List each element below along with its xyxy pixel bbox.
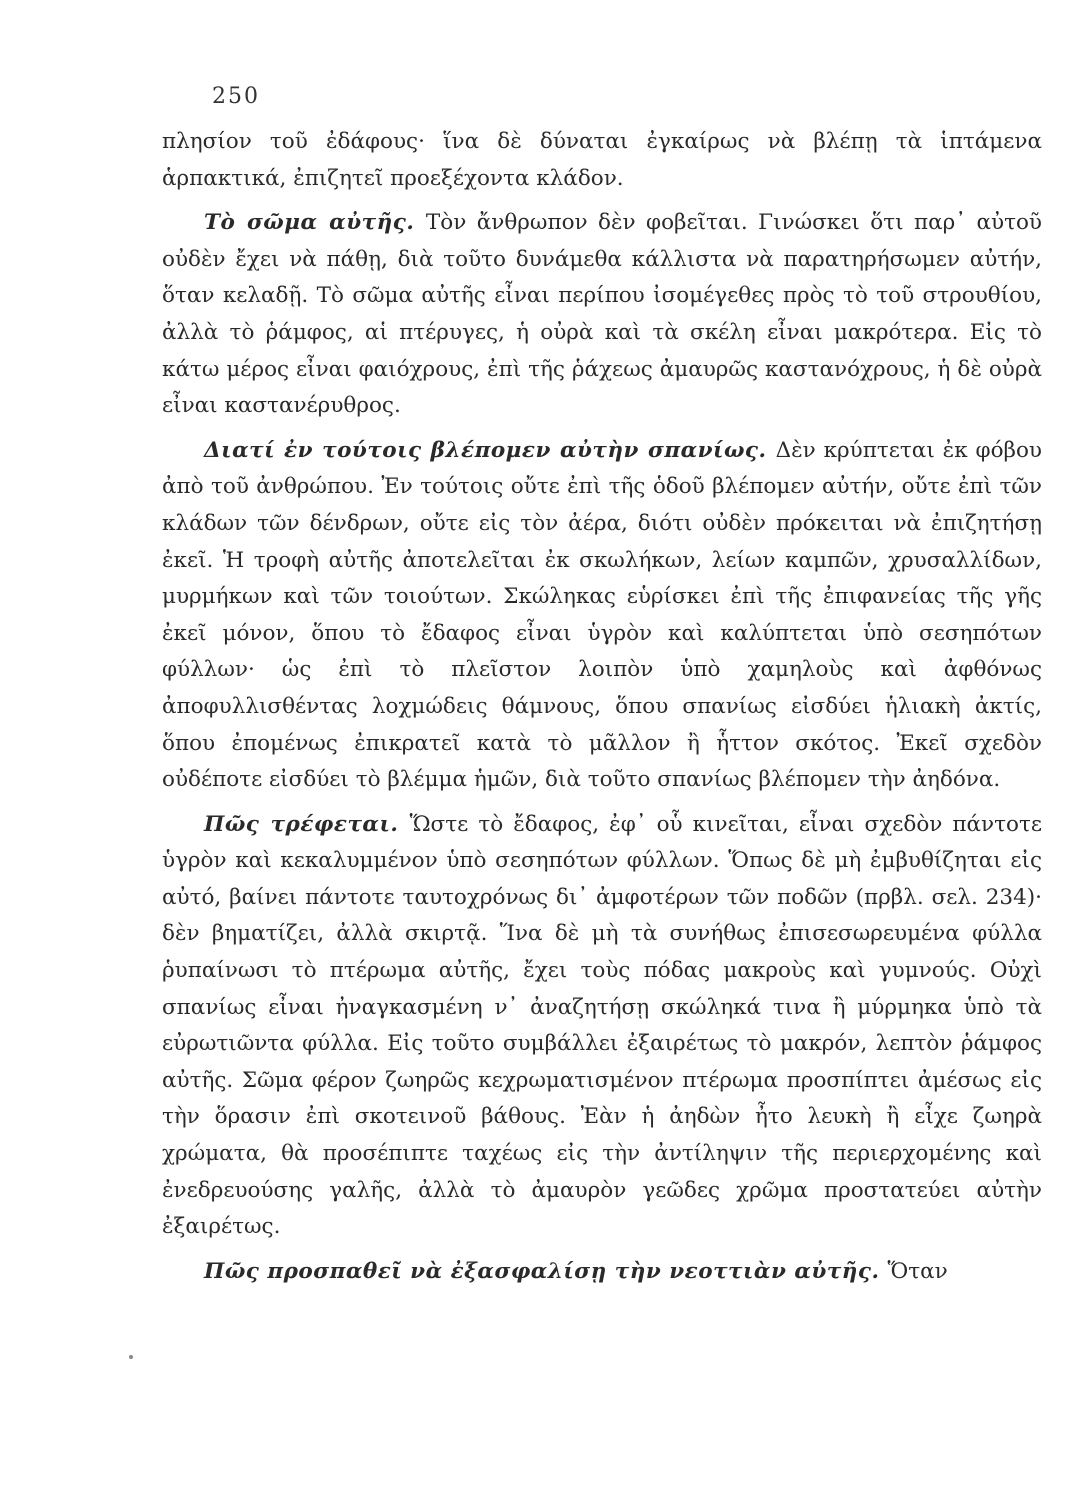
section-heading: Πῶς προσπαθεῖ νὰ ἐξασφαλίσῃ τὴν νεοττιὰν αὐτῆς. bbox=[204, 1258, 888, 1284]
paragraph-body bbox=[162, 205, 1042, 425]
body-text bbox=[162, 124, 1042, 1290]
paragraph-continuation bbox=[162, 124, 1042, 197]
paragraph-text: πλησίον τοῦ ἐδάφους· ἵνα δὲ δύναται ἐγκαίρως νὰ βλέπῃ τὰ ἱπτάμενα ἁρπακτικά, ἐπιζητεῖ προεξέχοντα κλάδον. bbox=[162, 129, 1042, 191]
margin-dot bbox=[129, 1355, 133, 1359]
section-heading: Πῶς τρέφεται. bbox=[204, 811, 410, 837]
paragraph-feeding bbox=[162, 807, 1042, 1246]
page-number: 250 bbox=[212, 84, 260, 109]
paragraph-text: Τὸν ἄνθρωπον δὲν φοβεῖται. Γινώσκει ὅτι παρ᾽ αὐτοῦ οὐδὲν ἔχει νὰ πάθῃ, διὰ τοῦτο δυνάμεθα κάλλιστα νὰ παρατηρήσωμεν αὐτήν, ὅταν κελαδῇ. Τὸ σῶμα αὐτῆς εἶναι περίπου ἰσομέγεθες πρὸς τὸ τοῦ στρουθίου, ἀλλὰ τὸ ῥάμφος, αἱ πτέρυγες, ἡ οὐρὰ καὶ τὰ σκέλη εἶναι μακρότερα. Εἰς τὸ κάτω μέρος εἶναι φαιόχρους, ἐπὶ τῆς ῥάχεως ἀμαυρῶς καστανόχρους, ἡ δὲ οὐρὰ εἶναι καστανέρυθρος. bbox=[162, 210, 1042, 419]
paragraph-text: Δὲν κρύπτεται ἐκ φόβου ἀπὸ τοῦ ἀνθρώπου. Ἐν τούτοις οὔτε ἐπὶ τῆς ὁδοῦ βλέπομεν αὐτήν, οὔτε ἐπὶ τῶν κλάδων τῶν δένδρων, οὔτε εἰς τὸν ἀέρα, διότι οὐδὲν πρόκειται νὰ ἐπιζητήσῃ ἐκεῖ. Ἡ τροφὴ αὐτῆς ἀποτελεῖται ἐκ σκωλήκων, λείων καμπῶν, χρυσαλλίδων, μυρμήκων καὶ τῶν τοιούτων. Σκώληκας εὑρίσκει ἐπὶ τῆς ἐπιφανείας τῆς γῆς ἐκεῖ μόνον, ὅπου τὸ ἔδαφος εἶναι ὑγρὸν καὶ καλύπτεται ὑπὸ σεσηπότων φύλλων· ὡς ἐπὶ τὸ πλεῖστον λοιπὸν ὑπὸ χαμηλοὺς καὶ ἀφθόνως ἀποφυλλισθέντας λοχμώδεις θάμνους, ὅπου σπανίως εἰσδύει ἡλιακὴ ἀκτίς, ὅπου ἐπομένως ἐπικρατεῖ κατὰ τὸ μᾶλλον ἢ ἧττον σκότος. Ἐκεῖ σχεδὸν οὐδέποτε εἰσδύει τὸ βλέμμα ἡμῶν, διὰ τοῦτο σπανίως βλέπομεν τὴν ἀηδόνα. bbox=[162, 437, 1042, 793]
section-heading: Διατί ἐν τούτοις βλέπομεν αὐτὴν σπανίως. bbox=[204, 437, 776, 463]
paragraph-why-rare bbox=[162, 433, 1042, 799]
paragraph-text: Ὅταν bbox=[887, 1258, 948, 1284]
paragraph-nest bbox=[162, 1254, 1042, 1291]
paragraph-text: Ὥστε τὸ ἔδαφος, ἐφ᾽ οὗ κινεῖται, εἶναι σχεδὸν πάντοτε ὑγρὸν καὶ κεκαλυμμένον ὑπὸ σεσηπότων φύλλων. Ὅπως δὲ μὴ ἐμβυθίζηται εἰς αὐτό, βαίνει πάντοτε ταυτοχρόνως δι᾽ ἀμφοτέρων τῶν ποδῶν (πρβλ. σελ. 234)· δὲν βηματίζει, ἀλλὰ σκιρτᾷ. Ἵνα δὲ μὴ τὰ συνήθως ἐπισεσωρευμένα φύλλα ῥυπαίνωσι τὸ πτέρωμα αὐτῆς, ἔχει τοὺς πόδας μακροὺς καὶ γυμνούς. Οὐχὶ σπανίως εἶναι ἠναγκασμένη ν᾽ ἀναζητήσῃ σκώληκά τινα ἢ μύρμηκα ὑπὸ τὰ εὐρωτιῶντα φύλλα. Εἰς τοῦτο συμβάλλει ἐξαιρέτως τὸ μακρόν, λεπτὸν ῥάμφος αὐτῆς. Σῶμα φέρον ζωηρῶς κεχρωματισμένον πτέρωμα προσπίπτει ἀμέσως εἰς τὴν ὅρασιν ἐπὶ σκοτεινοῦ βάθους. Ἐὰν ἡ ἀηδὼν ἦτο λευκὴ ἢ εἶχε ζωηρὰ χρώματα, θὰ προσέπιπτε ταχέως εἰς τὴν ἀντίληψιν τῆς περιερχομένης καὶ ἐνεδρευούσης γαλῆς, ἀλλὰ τὸ ἀμαυρὸν γεῶδες χρῶμα προστατεύει αὐτὴν ἐξαιρέτως. bbox=[162, 811, 1043, 1240]
section-heading: Τὸ σῶμα αὐτῆς. bbox=[204, 210, 426, 236]
